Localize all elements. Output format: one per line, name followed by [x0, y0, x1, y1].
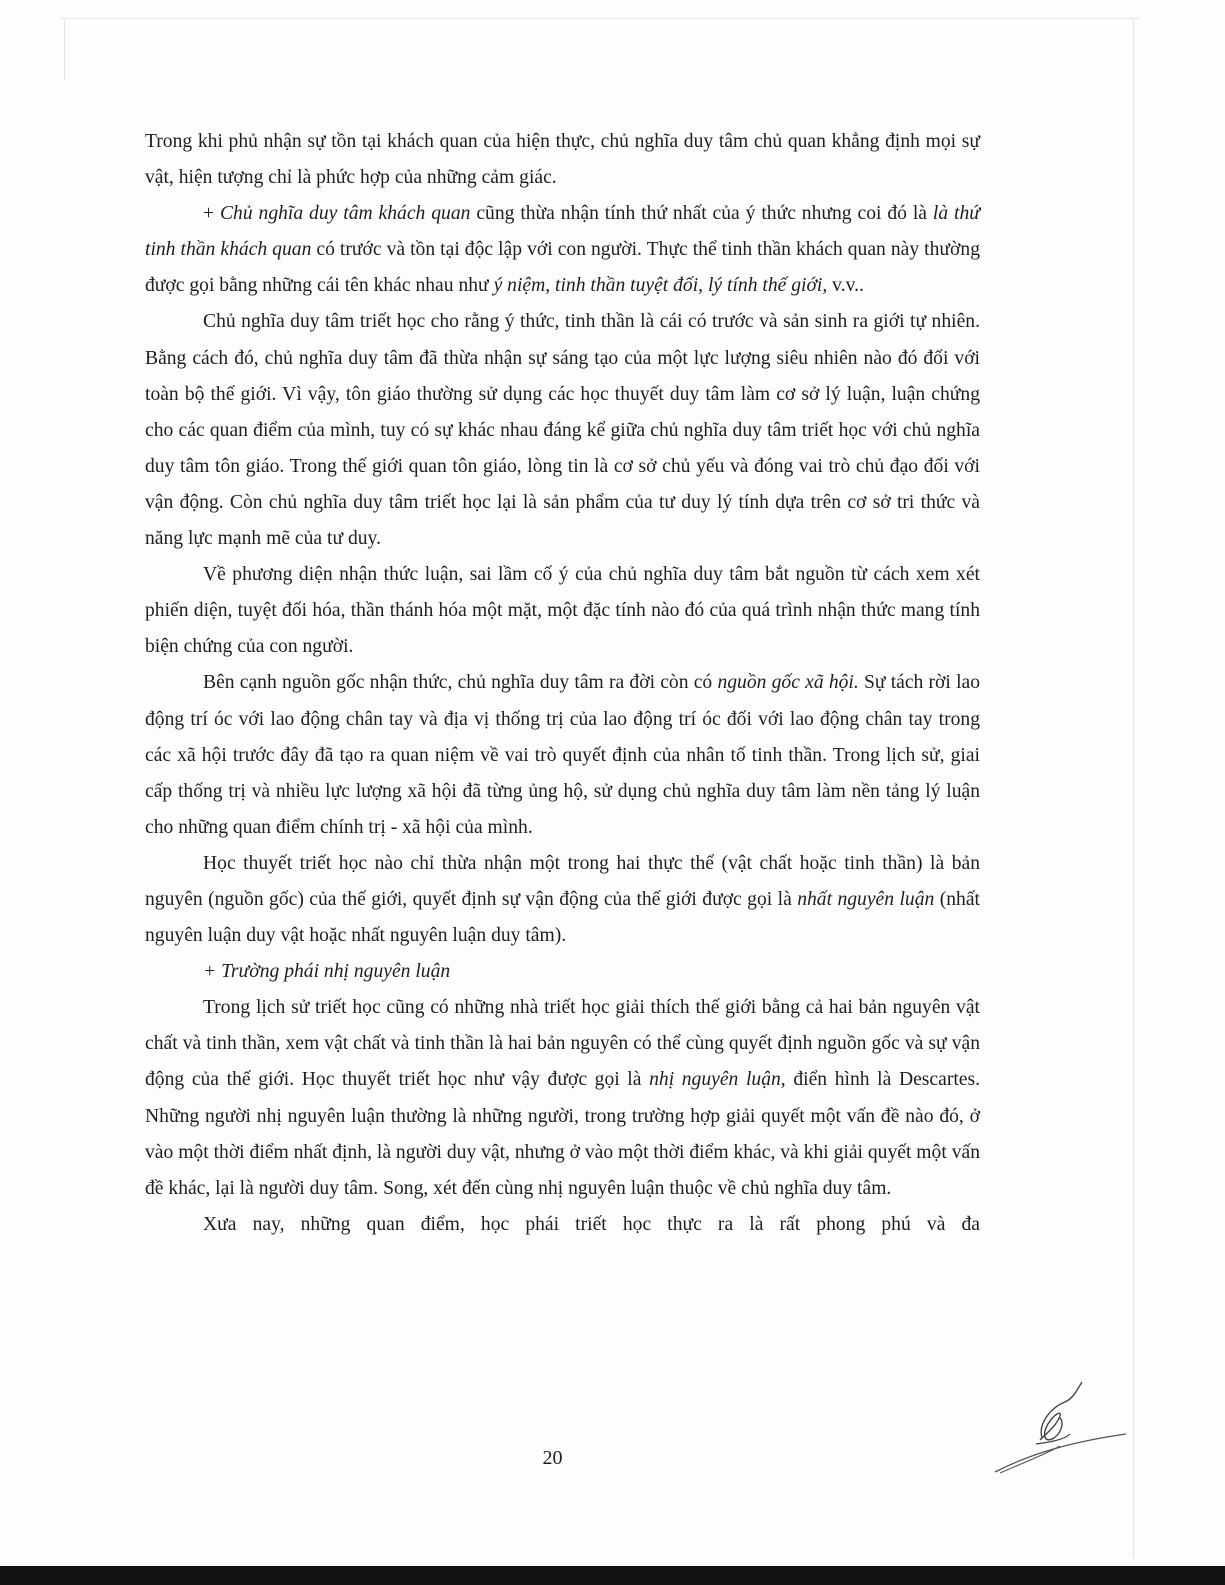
scan-edge-top: [60, 18, 1140, 19]
term-social-origin: nguồn gốc xã hội.: [717, 672, 859, 694]
term-monism: nhất nguyên luận: [797, 888, 935, 910]
handwritten-signature-icon: [990, 1380, 1130, 1485]
term-examples: ý niệm, tinh thần tuyệt đối, lý tính thế giới,: [493, 275, 828, 297]
paragraph-3: Chủ nghĩa duy tâm triết học cho rằng ý thức, tinh thần là cái có trước và sản sinh ra giới tự nhiên. Bằng cách đó, chủ nghĩa duy tâm đã thừa nhận sự sáng tạo của một lực lượng siêu nhiên nào đó đối với toàn bộ thế giới. Vì vậy, tôn giáo thường sử dụng các học thuyết duy tâm làm cơ sở lý luận, luận chứng cho các quan điểm của mình, tuy có sự khác nhau đáng kể giữa chủ nghĩa duy tâm triết học với chủ nghĩa duy tâm tôn giáo. Trong thế giới quan tôn giáo, lòng tin là cơ sở chủ yếu và đóng vai trò chủ đạo đối với vận động. Còn chủ nghĩa duy tâm triết học lại là sản phẩm của tư duy lý tính dựa trên cơ sở tri thức và năng lực mạnh mẽ của tư duy.: [145, 311, 980, 550]
scan-edge-left: [64, 20, 65, 80]
page-number: 20: [542, 1447, 563, 1469]
body-text: [145, 124, 980, 1243]
scan-edge-right: [1133, 18, 1134, 1558]
paragraph-2: + Chủ nghĩa duy tâm khách quan cũng thừa nhận tính thứ nhất của ý thức nhưng coi đó là là thứ tinh thần khách quan có trước và tồn tại độc lập với con người. Thực thể tinh thần khách quan này thường được gọi bằng những cái tên khác nhau như ý niệm, tinh thần tuyệt đối, lý tính thế giới, v.v..: [145, 203, 980, 297]
scan-bottom-bar: [0, 1566, 1225, 1585]
term-objective-idealism: Chủ nghĩa duy tâm khách quan: [219, 203, 471, 225]
paragraph-1: Trong khi phủ nhận sự tồn tại khách quan của hiện thực, chủ nghĩa duy tâm chủ quan khẳng định mọi sự vật, hiện tượng chỉ là phức hợp của những cảm giác.: [145, 131, 980, 189]
paragraph-9: Xưa nay, những quan điểm, học phái triết học thực ra là rất phong phú và đa: [203, 1213, 980, 1235]
term-dualism: nhị nguyên luận,: [649, 1069, 786, 1091]
paragraph-4: Về phương diện nhận thức luận, sai lầm cố ý của chủ nghĩa duy tâm bắt nguồn từ cách xem xét phiến diện, tuyệt đối hóa, thần thánh hóa một mặt, một đặc tính nào đó của quá trình nhận thức mang tính biện chứng của con người.: [145, 564, 980, 658]
paragraph-8: Trong lịch sử triết học cũng có những nhà triết học giải thích thế giới bằng cả hai bản nguyên vật chất và tinh thần, xem vật chất và tinh thần là hai bản nguyên có thể cùng quyết định nguồn gốc và sự vận động của thế giới. Học thuyết triết học như vậy được gọi là nhị nguyên luận, điển hình là Descartes. Những người nhị nguyên luận thường là những người, trong trường hợp giải quyết một vấn đề nào đó, ở vào một thời điểm nhất định, là người duy vật, nhưng ở vào một thời điểm khác, và khi giải quyết một vấn đề khác, lại là người duy tâm. Song, xét đến cùng nhị nguyên luận thuộc về chủ nghĩa duy tâm.: [145, 997, 981, 1199]
paragraph-5: Bên cạnh nguồn gốc nhận thức, chủ nghĩa duy tâm ra đời còn có nguồn gốc xã hội. Sự tách rời lao động trí óc với lao động chân tay và địa vị thống trị của lao động trí óc đối với lao động chân tay trong các xã hội trước đây đã tạo ra quan niệm về vai trò quyết định của nhân tố tinh thần. Trong lịch sử, giai cấp thống trị và nhiều lực lượng xã hội đã từng ủng hộ, sử dụng chủ nghĩa duy tâm làm nền tảng lý luận cho những quan điểm chính trị - xã hội của mình.: [145, 672, 981, 838]
term-objective-spirit: là thứ tinh thần khách quan: [145, 203, 980, 261]
paragraph-6: Học thuyết triết học nào chỉ thừa nhận một trong hai thực thể (vật chất hoặc tinh thần) là bản nguyên (nguồn gốc) của thế giới, quyết định sự vận động của thế giới được gọi là nhất nguyên luận (nhất nguyên luận duy vật hoặc nhất nguyên luận duy tâm).: [145, 852, 980, 947]
section-heading-dualism: + Trường phái nhị nguyên luận: [203, 961, 451, 983]
